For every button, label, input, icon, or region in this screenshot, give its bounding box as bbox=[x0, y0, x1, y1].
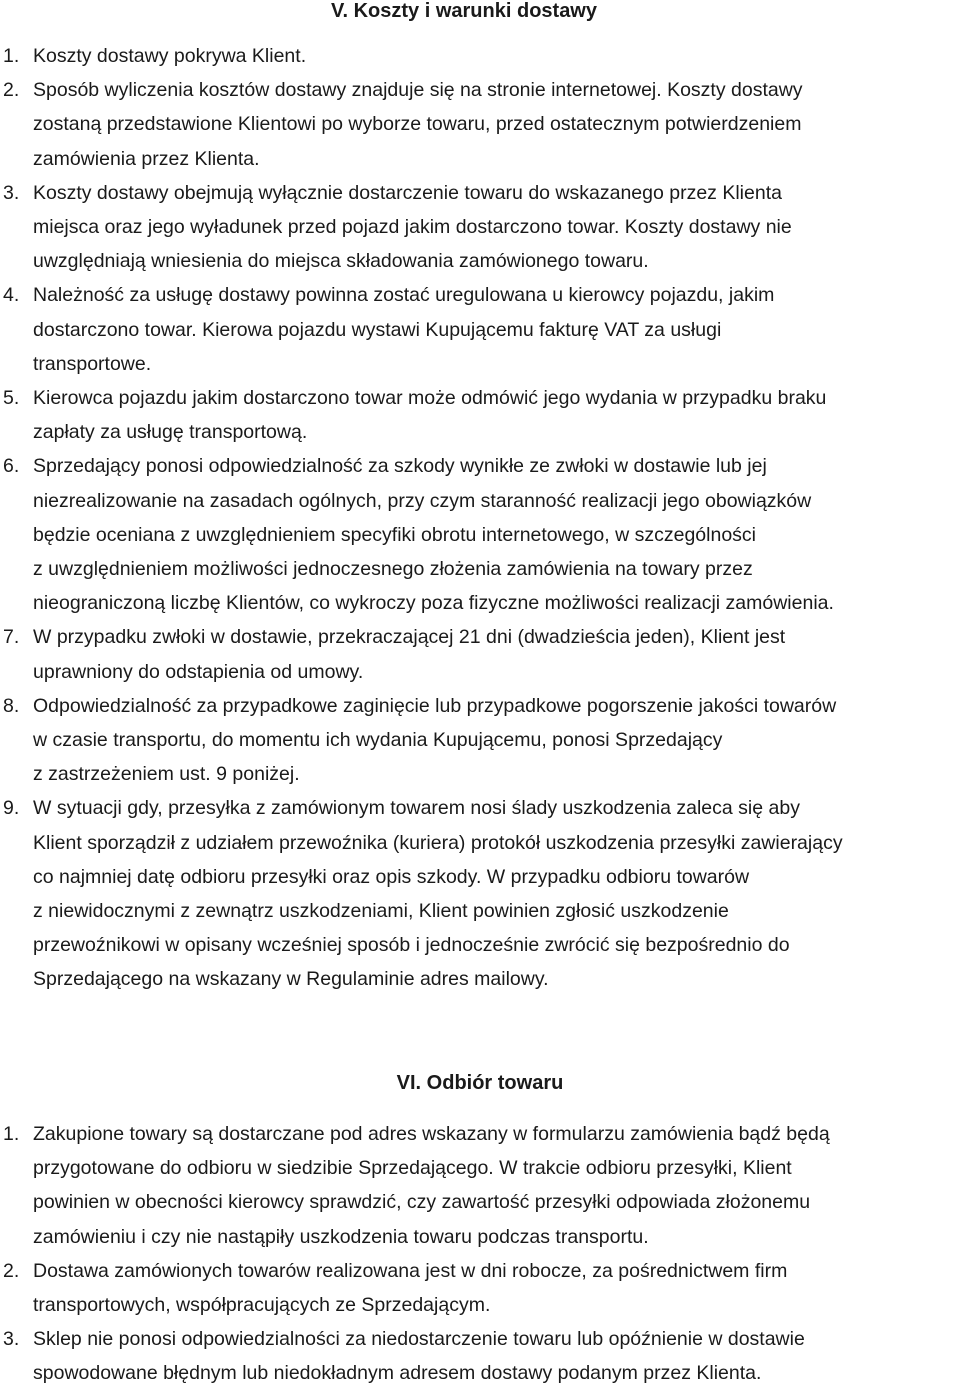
list-item-text-line: Klient sporządził z udziałem przewoźnika (kuriera) protokół uszkodzenia przesyłki zawierający bbox=[33, 831, 843, 854]
section-heading bbox=[0, 1072, 960, 1095]
list-item-text-line: z zastrzeżeniem ust. 9 poniżej. bbox=[33, 763, 300, 786]
list-item bbox=[0, 39, 960, 73]
list-item-number: 7. bbox=[3, 626, 20, 649]
list-item-text-line: transportowe. bbox=[33, 352, 152, 375]
list-item-number: 2. bbox=[3, 79, 20, 102]
list-item-text-line: zamówieniu i czy nie nastąpiły uszkodzenia towaru podczas transportu. bbox=[33, 1225, 649, 1248]
list-item-text-line: będzie oceniana z uwzględnieniem specyfiki obrotu internetowego, w szczególności bbox=[33, 523, 756, 546]
list-item-number: 4. bbox=[3, 284, 20, 307]
list-item-text-line: przygotowane do odbioru w siedzibie Sprzedającego. W trakcie odbioru przesyłki, Klient bbox=[33, 1157, 792, 1180]
list-item-number: 3. bbox=[3, 1328, 20, 1351]
numbered-list bbox=[0, 1117, 960, 1391]
list-item-number: 6. bbox=[3, 455, 20, 478]
list-item bbox=[0, 1322, 960, 1390]
list-item-text-line: co najmniej datę odbioru przesyłki oraz opis szkody. W przypadku odbioru towarów bbox=[33, 865, 750, 888]
list-item-text-line: Koszty dostawy pokrywa Klient. bbox=[33, 45, 307, 67]
list-item bbox=[0, 449, 960, 620]
list-item-text-line: Sprzedający ponosi odpowiedzialność za szkody wynikłe ze zwłoki w dostawie lub jej bbox=[33, 455, 767, 478]
list-item bbox=[0, 381, 960, 449]
section-title: V. Koszty i warunki dostawy bbox=[330, 0, 597, 22]
list-item-text-line: spowodowane błędnym lub niedokładnym adresem dostawy podanym przez Klienta. bbox=[33, 1362, 762, 1385]
list-item-number: 2. bbox=[3, 1259, 20, 1282]
numbered-list bbox=[0, 39, 960, 997]
list-item bbox=[0, 620, 960, 688]
list-item-number: 5. bbox=[3, 387, 20, 410]
list-item-text-line: przewoźnikowi w opisany wcześniej sposób i jednocześnie zwrócić się bezpośrednio do bbox=[33, 934, 790, 957]
list-item bbox=[0, 689, 960, 792]
list-item bbox=[0, 176, 960, 279]
list-item bbox=[0, 1117, 960, 1254]
list-item-text-line: Zakupione towary są dostarczane pod adres wskazany w formularzu zamówienia bądź będą bbox=[33, 1123, 830, 1145]
list-item-text-line: W sytuacji gdy, przesyłka z zamówionym towarem nosi ślady uszkodzenia zaleca się aby bbox=[33, 797, 800, 820]
list-item-text-line: zostaną przedstawione Klientowi po wyborze towaru, przed ostatecznym potwierdzeniem bbox=[33, 113, 802, 136]
list-item-text-line: dostarczono towar. Kierowa pojazdu wystawi Kupującemu fakturę VAT za usługi bbox=[33, 318, 722, 341]
list-item-text-line: z uwzględnieniem możliwości jednoczesnego złożenia zamówienia na towary przez bbox=[33, 558, 753, 581]
list-item-number: 1. bbox=[3, 1123, 20, 1145]
section-title: VI. Odbiór towaru bbox=[396, 1072, 564, 1094]
list-item bbox=[0, 73, 960, 176]
list-item-number: 8. bbox=[3, 694, 20, 717]
list-item-text-line: uprawniony do odstapienia od umowy. bbox=[33, 660, 364, 683]
list-item bbox=[0, 791, 960, 996]
list-item-text-line: miejsca oraz jego wyładunek przed pojazd jakim dostarczono towar. Koszty dostawy nie bbox=[33, 216, 792, 239]
list-item-text-line: Należność za usługę dostawy powinna zostać uregulowana u kierowcy pojazdu, jakim bbox=[33, 284, 775, 307]
list-item-text-line: Sposób wyliczenia kosztów dostawy znajduje się na stronie internetowej. Koszty dostawy bbox=[33, 79, 803, 102]
list-item-text-line: Dostawa zamówionych towarów realizowana jest w dni robocze, za pośrednictwem firm bbox=[33, 1259, 788, 1282]
section-heading bbox=[0, 0, 920, 23]
list-item-number: 9. bbox=[3, 797, 20, 820]
list-item-number: 1. bbox=[3, 45, 20, 67]
list-item-text-line: zamówienia przez Klienta. bbox=[33, 147, 260, 170]
list-item-number: 3. bbox=[3, 181, 20, 204]
list-item-text-line: Kierowca pojazdu jakim dostarczono towar może odmówić jego wydania w przypadku braku bbox=[33, 387, 827, 410]
list-item-text-line: transportowych, współpracujących ze Sprzedającym. bbox=[33, 1294, 491, 1317]
list-item-text-line: Sprzedającego na wskazany w Regulaminie adres mailowy. bbox=[33, 968, 549, 991]
list-item bbox=[0, 278, 960, 381]
list-item-text-line: w czasie transportu, do momentu ich wydania Kupującemu, ponosi Sprzedający bbox=[33, 729, 723, 752]
list-item-text-line: powinien w obecności kierowcy sprawdzić, czy zawartość przesyłki odpowiada złożonemu bbox=[33, 1191, 811, 1214]
list-item bbox=[0, 1254, 960, 1322]
list-item-text-line: uwzględniają wniesienia do miejsca składowania zamówionego towaru. bbox=[33, 250, 649, 273]
list-item-text-line: Koszty dostawy obejmują wyłącznie dostarczenie towaru do wskazanego przez Klienta bbox=[33, 181, 782, 204]
list-item-text-line: W przypadku zwłoki w dostawie, przekraczającej 21 dni (dwadzieścia jeden), Klient jest bbox=[33, 626, 786, 649]
list-item-text-line: z niewidocznymi z zewnątrz uszkodzeniami, Klient powinien zgłosić uszkodzenie bbox=[33, 900, 729, 923]
list-item-text-line: zapłaty za usługę transportową. bbox=[33, 421, 308, 444]
list-item-text-line: Odpowiedzialność za przypadkowe zaginięcie lub przypadkowe pogorszenie jakości towarów bbox=[33, 694, 837, 717]
list-item-text-line: niezrealizowanie na zasadach ogólnych, przy czym staranność realizacji jego obowiązków bbox=[33, 489, 812, 512]
list-item-text-line: Sklep nie ponosi odpowiedzialności za niedostarczenie towaru lub opóźnienie w dostawie bbox=[33, 1328, 805, 1351]
list-item-text-line: nieograniczoną liczbę Klientów, co wykroczy poza fizyczne możliwości realizacji zamówienia. bbox=[33, 592, 834, 615]
